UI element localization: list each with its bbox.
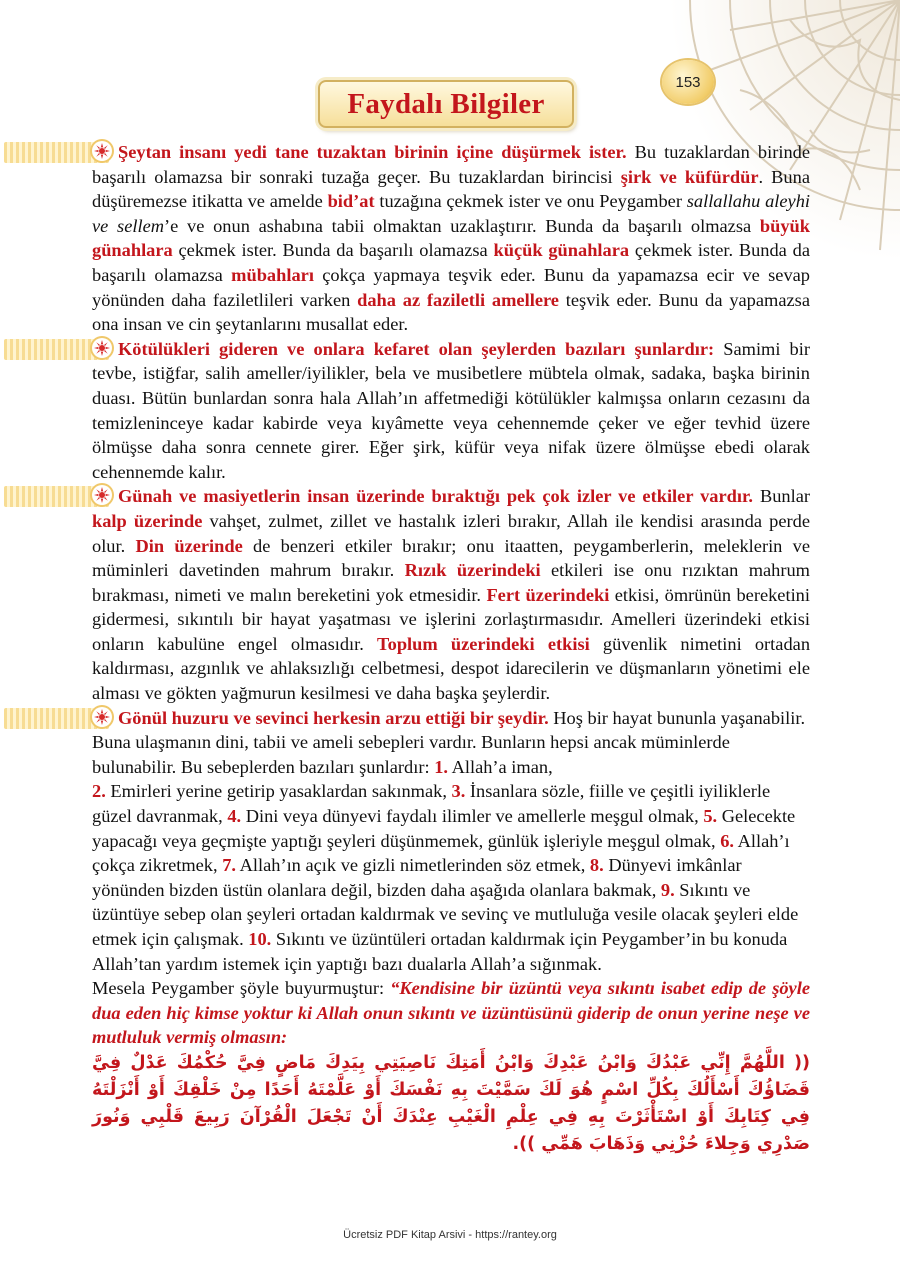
lead-text: Günah ve masiyetlerin insan üzerinde bıraktığı pek çok izler ve etkiler vardır. xyxy=(118,486,754,507)
page-title: Faydalı Bilgiler xyxy=(347,87,545,120)
list-item: Dünyevi imkânlar yönünden bizden üstün olanlara değil, bizden daha aşağıda olanlara bakmak, xyxy=(92,855,742,900)
italic-text: sallallahu aleyhi ve sellem xyxy=(92,191,811,236)
page-number-badge xyxy=(662,60,714,104)
lead-text: Gönül huzuru ve sevinci herkesin arzu ettiği bir şeydir. xyxy=(118,707,549,728)
body-text: Bu tuzaklardan birinde başarılı olamazsa bir sonraki tuzağa geçer. Bu tuzaklardan birincisi xyxy=(92,142,810,187)
list-item: Allah’ın açık ve gizli nimetlerinden söz etmek, xyxy=(236,855,590,876)
body-text: çekmek ister. Bunda da başarılı olamazsa xyxy=(92,240,810,285)
highlight-text: Fert üzerindeki xyxy=(486,584,610,605)
list-number: 9. xyxy=(660,879,675,900)
list-number: 6. xyxy=(720,830,734,851)
list-number: 3. xyxy=(451,781,466,802)
list-item: Sıkıntı ve üzüntüye sebep olan şeyleri ortadan kaldırmak ve sevinç ve mutluluğa vesile olacak şeyleri elde etmek için çalışmak. xyxy=(92,879,799,949)
flower-star-icon xyxy=(92,141,112,161)
list-number: 4. xyxy=(227,806,242,827)
body-text: etkileri ise onu rızıktan mahrum bırakması, nimeti ve malın bereketini yok etmesidir. xyxy=(92,560,810,605)
lead-text: Şeytan insanı yedi tane tuzaktan birinin içine düşürmek ister. xyxy=(118,142,627,162)
highlight-text: Rızık üzerindeki xyxy=(404,560,541,581)
body-text: teşvik eder. Bunu da yapamazsa ona insan ve cin şeytanlarını musallat eder. xyxy=(92,289,810,335)
footer-text: Ücretsiz PDF Kitap Arsivi - https://rantey.org xyxy=(343,1229,557,1241)
body-text: çekmek ister. Bunda da başarılı olamazsa xyxy=(172,240,494,261)
list-number: 2. xyxy=(92,781,106,802)
list-item: Gelecekte yapacağı veya geçmişte yaptığı şeyleri düşünmemek, günlük işleriyle meşgul olmak, xyxy=(92,806,796,851)
body-text: Bunlar xyxy=(753,486,810,507)
title-banner xyxy=(318,80,574,128)
body-text: Hoş bir hayat bununla yaşanabilir. Buna ulaşmanın dini, tabii ve ameli sebepleri vardır. Bunların hepsi ancak müminlerde bulunabilir. Bu sebeplerden bazıları şunlardır: xyxy=(92,707,806,777)
body-text: vahşet, zulmet, zillet ve hastalık izleri bırakır, Allah ile kendisi arasında perde olur. xyxy=(92,510,810,556)
body-text: de benzeri etkiler bırakır; onu itaatten, peygamberlerin, meleklerin ve müminleri davetinden mahrum bırakır. xyxy=(92,535,810,581)
highlight-text: şirk ve küfürdür xyxy=(620,166,759,187)
list-item: Dini veya dünyevi faydalı ilimler ve amellerle meşgul olmak, xyxy=(241,806,704,827)
main-content xyxy=(92,140,810,1158)
highlight-text: kalp üzerinde xyxy=(92,510,203,531)
list-item: İnsanlara sözle, fiille ve çeşitli iyiliklerle güzel davranmak, xyxy=(92,781,771,827)
flower-star-icon xyxy=(92,485,112,505)
body-text: çokça yapmaya teşvik eder. Bunu da yapamazsa ecir ve sevap yönünden daha faziletlileri varken xyxy=(92,264,810,310)
highlight-text: daha az faziletli amellere xyxy=(357,289,559,310)
paragraph-hadith xyxy=(92,976,810,1050)
highlight-text: küçük günahlara xyxy=(493,240,630,261)
flower-star-icon xyxy=(92,707,112,727)
paragraph-seytan xyxy=(92,140,810,337)
list-item: Sıkıntı ve üzüntüleri ortadan kaldırmak için Peygamber’in bu konuda Allah’tan yardım istemek için yaptığı bazı dualarla Allah’a sığınmak. xyxy=(92,929,788,974)
highlight-text: mübahları xyxy=(231,264,314,285)
highlight-text: bid’at xyxy=(327,191,375,212)
list-number: 8. xyxy=(589,855,604,876)
list-item: Allah’ı çokça zikretmek, xyxy=(92,830,790,876)
body-text: tuzağına çekmek ister ve onu Peygamber xyxy=(374,191,687,212)
list-number: 7. xyxy=(222,855,236,876)
highlight-text: Din üzerinde xyxy=(135,535,243,556)
body-text: güvenlik nimetini ortadan kaldırması, azgınlık ve ahlaksızlığı celbetmesi, despot idarecilerin ve düşmanların yönetimi ele alması ve gökten yağmurun kesilmesi ve daha başka şeylerdir. xyxy=(92,633,811,704)
list-number: 10. xyxy=(248,929,272,949)
list-number: 5. xyxy=(703,806,718,827)
hadith-quote: “Kendisine bir üzüntü veya sıkıntı isabet edip de şöyle dua eden hiç kimse yoktur ki Allah onun sıkıntı ve üzüntüsünü giderip de onun yerine neşe ve mutluluk vermiş olmasın: xyxy=(92,978,810,1048)
highlight-text: büyük günahlara xyxy=(92,215,810,261)
body-text: Mesela Peygamber şöyle buyurmuştur: xyxy=(92,978,391,999)
page-number: 153 xyxy=(675,73,701,91)
list-item: Allah’a iman, xyxy=(447,756,553,777)
paragraph-gunah xyxy=(92,484,810,705)
arabic-dua: (( اللَّهُمَّ إِنِّي عَبْدُكَ وَابْنُ عَبْدِكَ وَابْنُ أَمَتِكَ نَاصِيَتِي بِيَدِكَ مَاضٍ فِيَّ حُكْمُكَ عَدْلٌ فِيَّ قَضَاؤُكَ أَسْأَلُكَ بِكُلِّ اسْمٍ هُوَ لَكَ سَمَّيْتَ بِهِ نَفْسَكَ أَوْ عَلَّمْتَهُ أَحَدًا مِنْ خَلْقِكَ أَوْ أَنْزَلْتَهُ فِي كِتَابِكَ أَوْ اسْتَأْثَرْتَ بِهِ فِي عِلْمِ الْغَيْبِ عِنْدَكَ أَنْ تَجْعَلَ الْقُرْآنَ رَبِيعَ قَلْبِي وَنُورَ صَدْرِي وَجِلاءَ حُزْنِي وَذَهَابَ هَمِّي )). xyxy=(92,1052,810,1154)
lead-text: Kötülükleri gideren ve onlara kefaret olan şeylerden bazıları şunlardır: xyxy=(118,338,715,359)
body-text: . Buna düşüremezse itikatta ve amelde xyxy=(92,166,810,212)
body-text: etkisi, ömrünün bereketini gidermesi, sıkıntılı bir hayat yaşatması ve işlerini zorlaştırmasıdır. Amelleri üzerindeki etkisi onların kabulüne engel olmasıdır. xyxy=(92,584,810,654)
list-number: 1. xyxy=(434,756,448,777)
paragraph-kefaret xyxy=(92,337,810,485)
highlight-text: Toplum üzerindeki etkisi xyxy=(377,633,590,654)
flower-star-icon xyxy=(92,338,112,358)
list-item: Emirleri yerine getirip yasaklardan sakınmak, xyxy=(105,781,452,802)
body-text: ’e ve onun ashabına tabii olmaktan uzaklaştırır. Bunda da başarılı olmazsa xyxy=(164,215,760,236)
paragraph-gonul-huzuru xyxy=(92,706,810,977)
body-text: Samimi bir tevbe, istiğfar, salih ameller/iyilikler, bela ve musibetlere mübtela olmak, sadaka, başka birinin duası. Bütün bunlardan sonra hala Allah’ın affetmediği kötülükler kalmışsa onların cezasını da temizleninceye kadar kabirde veya kıyâmette veya cehennemde çeker ve eğer tevhid üzere ölmüşse daha sonra cennete girer. Eğer şirk, küfür veya nifak üzere ölmüşse ebedi olarak cehennemde kalır. xyxy=(92,338,810,482)
